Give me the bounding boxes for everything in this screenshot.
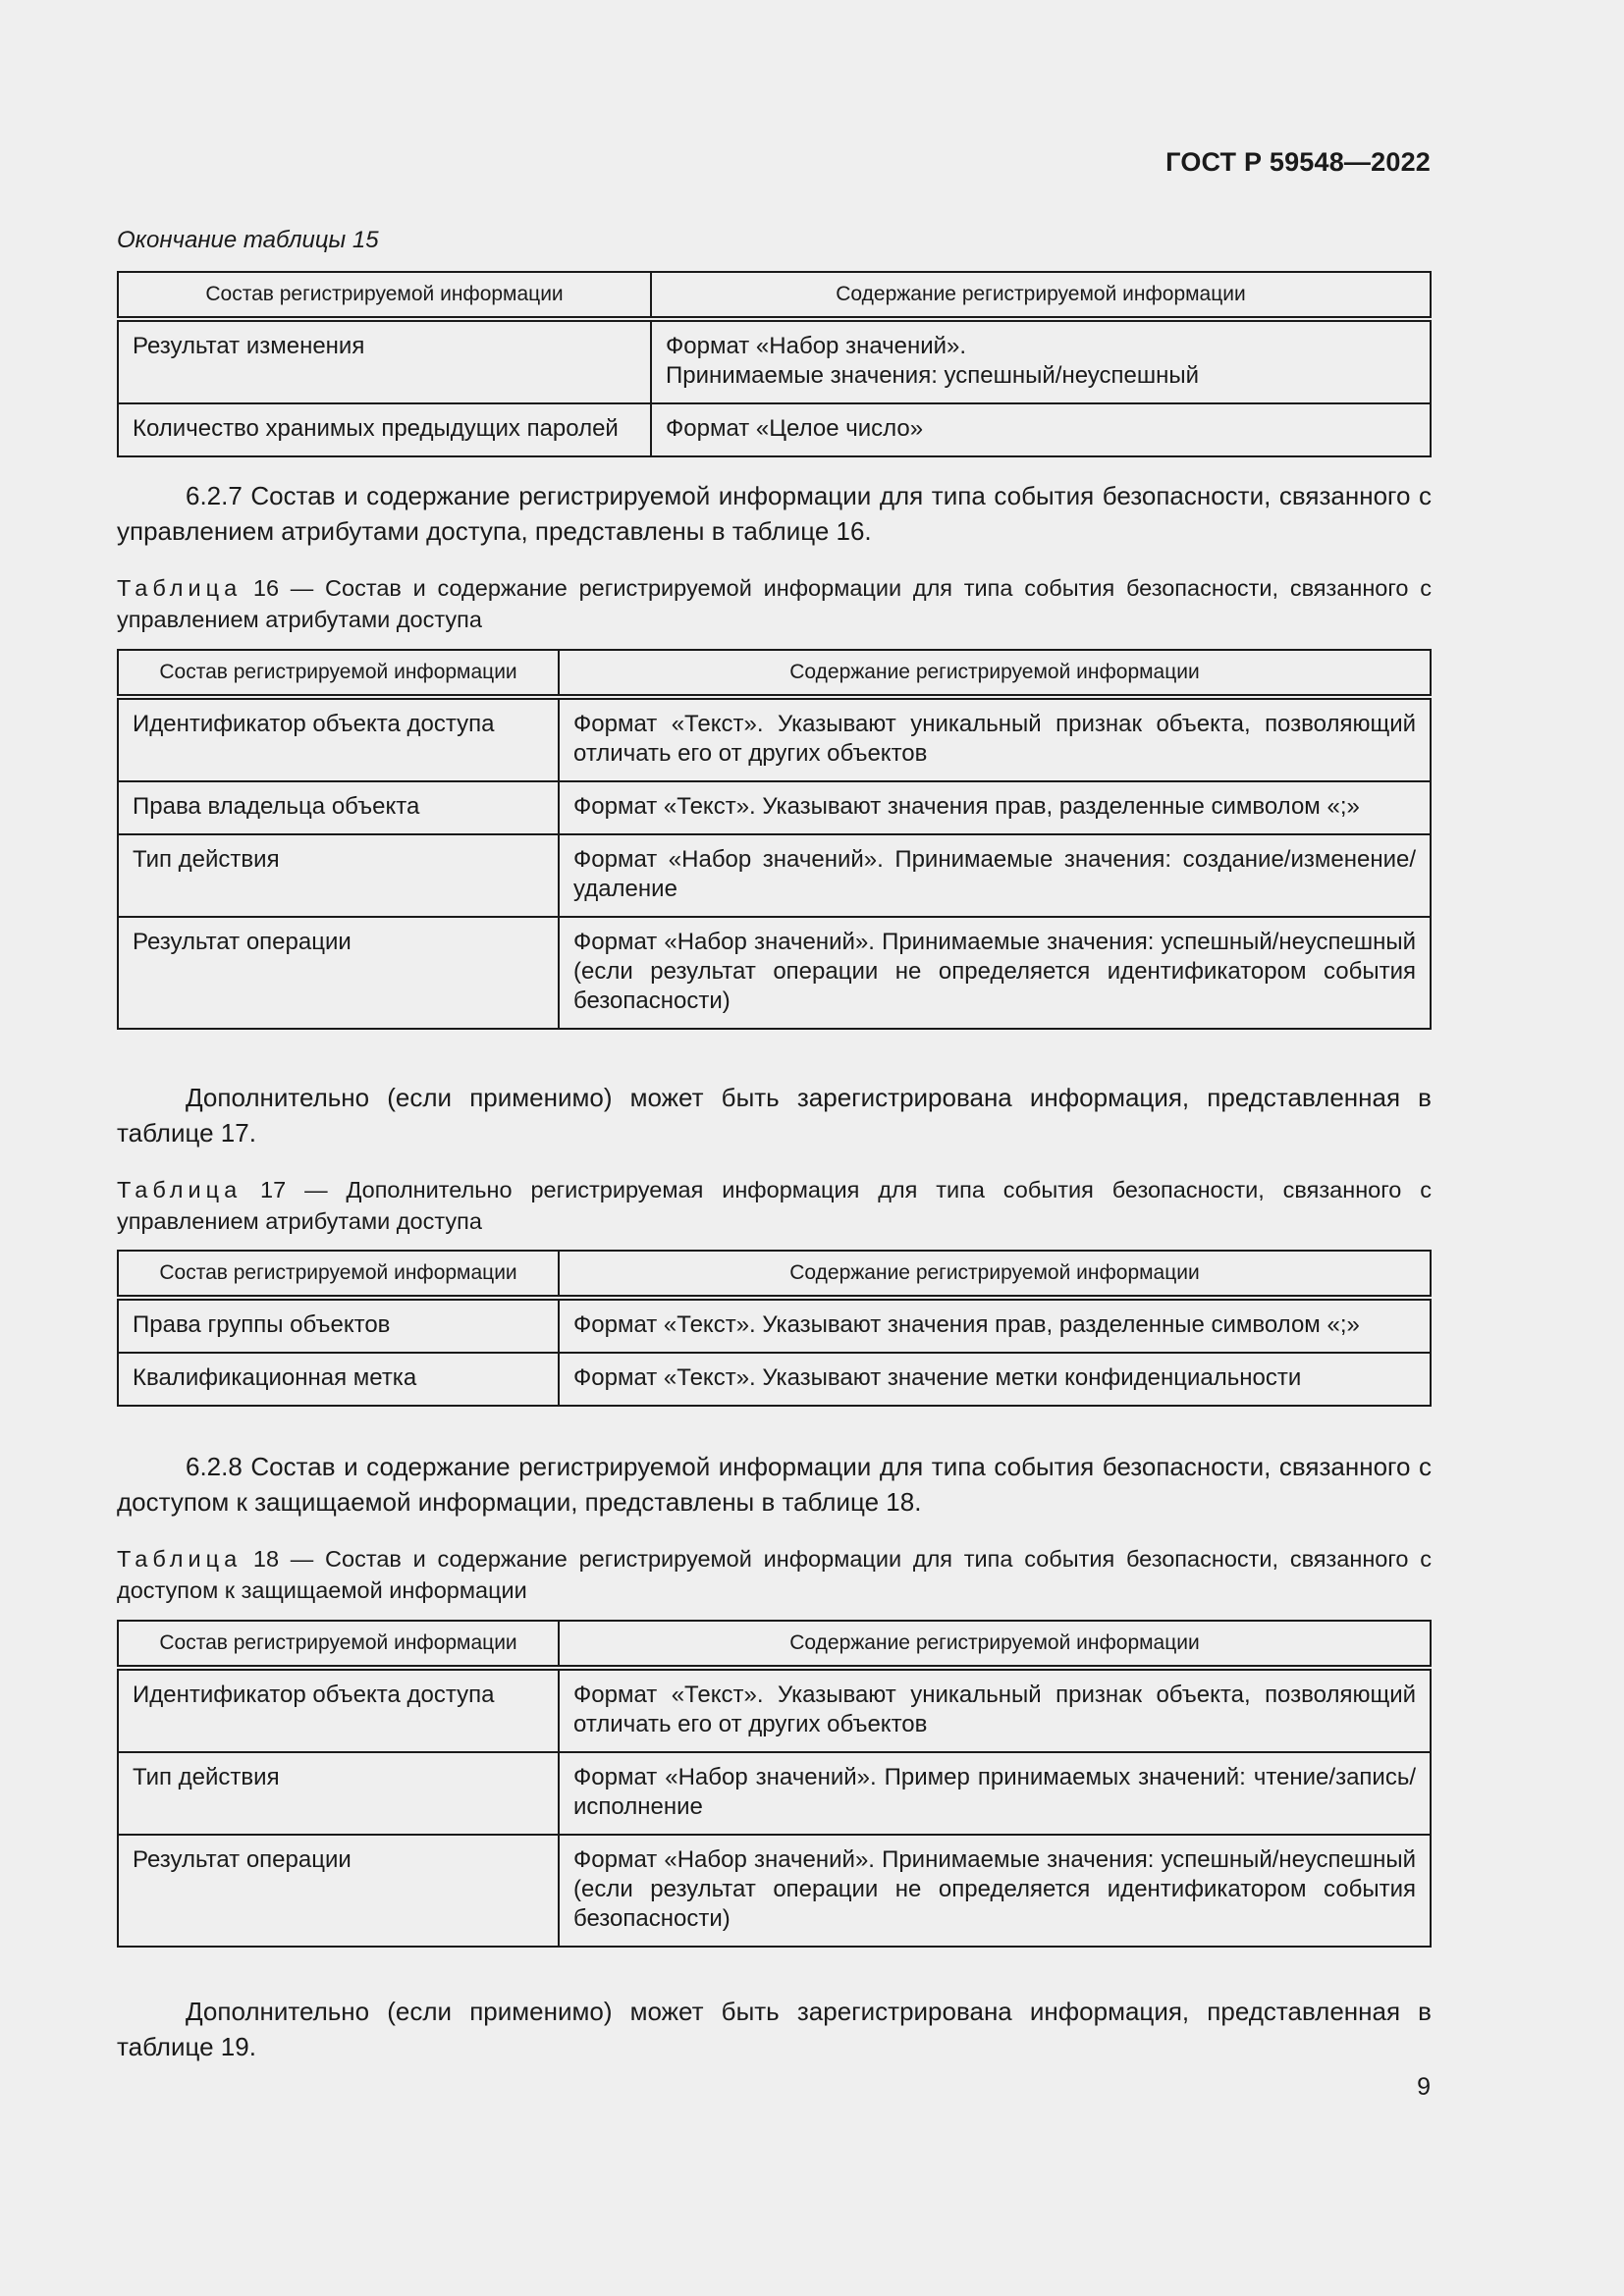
table-row [118, 834, 1431, 917]
table-cell-content: Формат «Набор значений». Принимаемые значения: успешный/неуспешный (если результат операции не определяется идентификатором события безопасности) [559, 1835, 1431, 1947]
table-cell-content: Формат «Текст». Указывают уникальный признак объекта, позволяющий отличать его от других объектов [559, 1668, 1431, 1752]
table-row [118, 1668, 1431, 1752]
column-header: Содержание регистрируемой информации [559, 1251, 1431, 1298]
column-header: Состав регистрируемой информации [118, 1251, 559, 1298]
table-cell-content: Формат «Набор значений». Принимаемые значения: создание/изменение/удаление [559, 834, 1431, 917]
table-title-text: 18 — Состав и содержание регистрируемой информации для типа события безопасности, связанного с доступом к защищаемой информации [117, 1546, 1432, 1603]
table15-end [117, 271, 1432, 457]
table-cell-content: Формат «Текст». Указывают значение метки конфиденциальности [559, 1353, 1431, 1406]
table-row [118, 319, 1431, 403]
column-header: Состав регистрируемой информации [118, 650, 559, 697]
table-header-row [118, 1251, 1431, 1298]
table-cell-content [651, 319, 1431, 403]
table-header-row [118, 1621, 1431, 1668]
table17-title [117, 1174, 1432, 1237]
table-label: Таблица [117, 1177, 243, 1202]
column-header: Состав регистрируемой информации [118, 1621, 559, 1668]
column-header: Содержание регистрируемой информации [651, 272, 1431, 319]
table-row [118, 1353, 1431, 1406]
table-row [118, 1835, 1431, 1947]
table-cell-name: Результат операции [118, 1835, 559, 1947]
table18 [117, 1620, 1432, 1948]
table-cell-name: Идентификатор объекта доступа [118, 1668, 559, 1752]
table-cell-name: Тип действия [118, 834, 559, 917]
table-cell-content: Формат «Набор значений». Принимаемые значения: успешный/неуспешный (если результат операции не определяется идентификатором события безопасности) [559, 917, 1431, 1029]
table-row [118, 1298, 1431, 1353]
table-cell-content: Формат «Набор значений». Пример принимаемых значений: чтение/запись/исполнение [559, 1752, 1431, 1835]
table18-title [117, 1543, 1432, 1606]
table-title-text: 17 — Дополнительно регистрируемая информация для типа события безопасности, связанного с управлением атрибутами доступа [117, 1177, 1432, 1234]
standard-header: ГОСТ Р 59548—2022 [1165, 147, 1431, 177]
table16 [117, 649, 1432, 1030]
table-cell-name: Результат операции [118, 917, 559, 1029]
table-cell-content: Формат «Целое число» [651, 403, 1431, 456]
table-cell-content: Формат «Текст». Указывают значения прав, разделенные символом «;» [559, 781, 1431, 834]
table-header-row [118, 650, 1431, 697]
content-line: Принимаемые значения: успешный/неуспешный [666, 362, 1200, 389]
table-cell-name: Результат изменения [118, 319, 651, 403]
table-cell-name: Квалификационная метка [118, 1353, 559, 1406]
table-cell-name: Идентификатор объекта доступа [118, 697, 559, 781]
table-header-row [118, 272, 1431, 319]
table-row [118, 403, 1431, 456]
paragraph-6-2-8: 6.2.8 Состав и содержание регистрируемой информации для типа события безопасности, связанного с доступом к защищаемой информации, представлены в таблице 18. [117, 1452, 1432, 1517]
table-cell-name: Тип действия [118, 1752, 559, 1835]
column-header: Содержание регистрируемой информации [559, 650, 1431, 697]
table-cell-name: Количество хранимых предыдущих паролей [118, 403, 651, 456]
table-title-text: 16 — Состав и содержание регистрируемой информации для типа события безопасности, связанного с управлением атрибутами доступа [117, 575, 1432, 632]
table-cell-content: Формат «Текст». Указывают значения прав, разделенные символом «;» [559, 1298, 1431, 1353]
table-cell-name: Права владельца объекта [118, 781, 559, 834]
table-row [118, 917, 1431, 1029]
table-label: Таблица [117, 575, 243, 601]
column-header: Состав регистрируемой информации [118, 272, 651, 319]
column-header: Содержание регистрируемой информации [559, 1621, 1431, 1668]
paragraph-additional-17: Дополнительно (если применимо) может быть зарегистрирована информация, представленная в таблице 17. [117, 1083, 1432, 1148]
table17 [117, 1250, 1432, 1407]
table-cell-content: Формат «Текст». Указывают уникальный признак объекта, позволяющий отличать его от других объектов [559, 697, 1431, 781]
table-label: Таблица [117, 1546, 243, 1572]
table15-end-caption: Окончание таблицы 15 [117, 227, 379, 253]
table-cell-name: Права группы объектов [118, 1298, 559, 1353]
content-line: Формат «Набор значений». [666, 333, 967, 359]
paragraph-6-2-7: 6.2.7 Состав и содержание регистрируемой информации для типа события безопасности, связанного с управлением атрибутами доступа, представлены в таблице 16. [117, 481, 1432, 546]
table-row [118, 1752, 1431, 1835]
page-number: 9 [1417, 2073, 1431, 2101]
table-row [118, 781, 1431, 834]
table16-title [117, 572, 1432, 635]
paragraph-additional-19: Дополнительно (если применимо) может быть зарегистрирована информация, представленная в таблице 19. [117, 1997, 1432, 2061]
table-row [118, 697, 1431, 781]
